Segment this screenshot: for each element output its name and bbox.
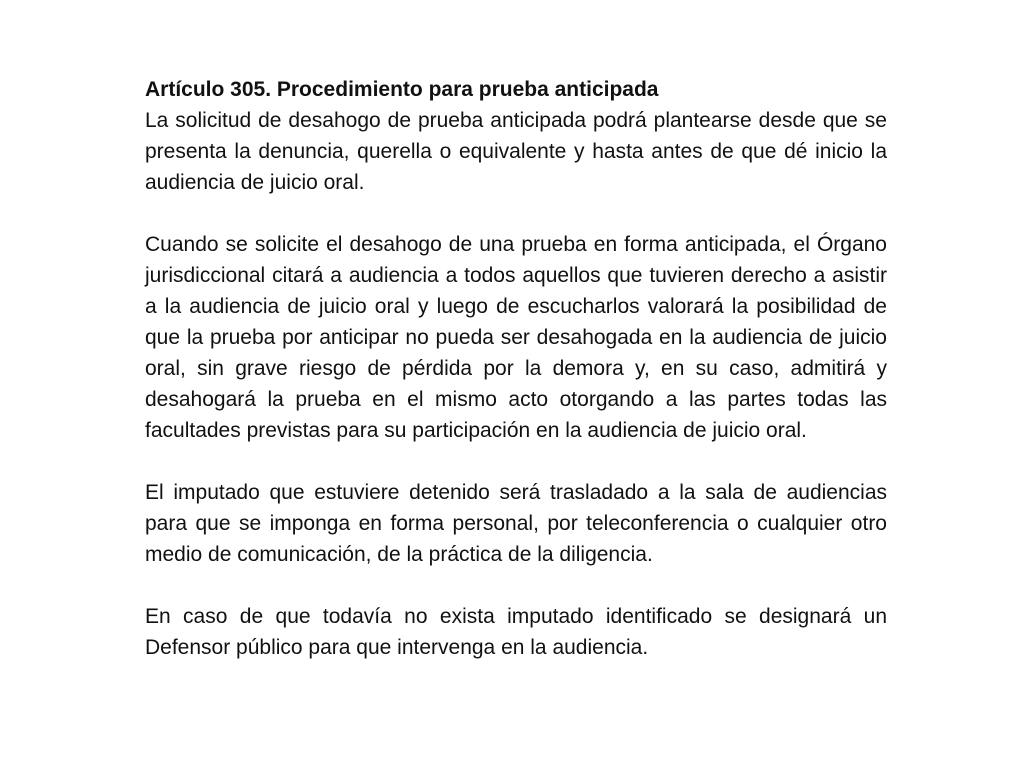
paragraph-detained-defendant: El imputado que estuviere detenido será trasladado a la sala de audiencias para que se imponga en forma personal, por teleconferencia o cualquier otro medio de comunicación, de la práctica de la diligencia. [145,481,887,566]
article-text-box [145,74,887,663]
paragraph-anticipated-evidence: Cuando se solicite el desahogo de una prueba en forma anticipada, el Órgano jurisdiccional citará a audiencia a todos aquellos que tuvieren derecho a asistir a la audiencia de juicio oral y luego de escucharlos valorará la posibilidad de que la prueba por anticipar no pueda ser desahogada en la audiencia de juicio oral, sin grave riesgo de pérdida por la demora y, en su caso, admitirá y desahogará la prueba en el mismo acto otorgando a las partes todas las facultades previstas para su participación en la audiencia de juicio oral. [145,233,887,442]
article-title: Artículo 305. Procedimiento para prueba anticipada [145,78,659,101]
paragraph-public-defender: En caso de que todavía no exista imputado identificado se designará un Defensor público para que intervenga en la audiencia. [145,605,887,659]
paragraph-request-timing: La solicitud de desahogo de prueba anticipada podrá plantearse desde que se presenta la denuncia, querella o equivalente y hasta antes de que dé inicio la audiencia de juicio oral. [145,109,887,194]
